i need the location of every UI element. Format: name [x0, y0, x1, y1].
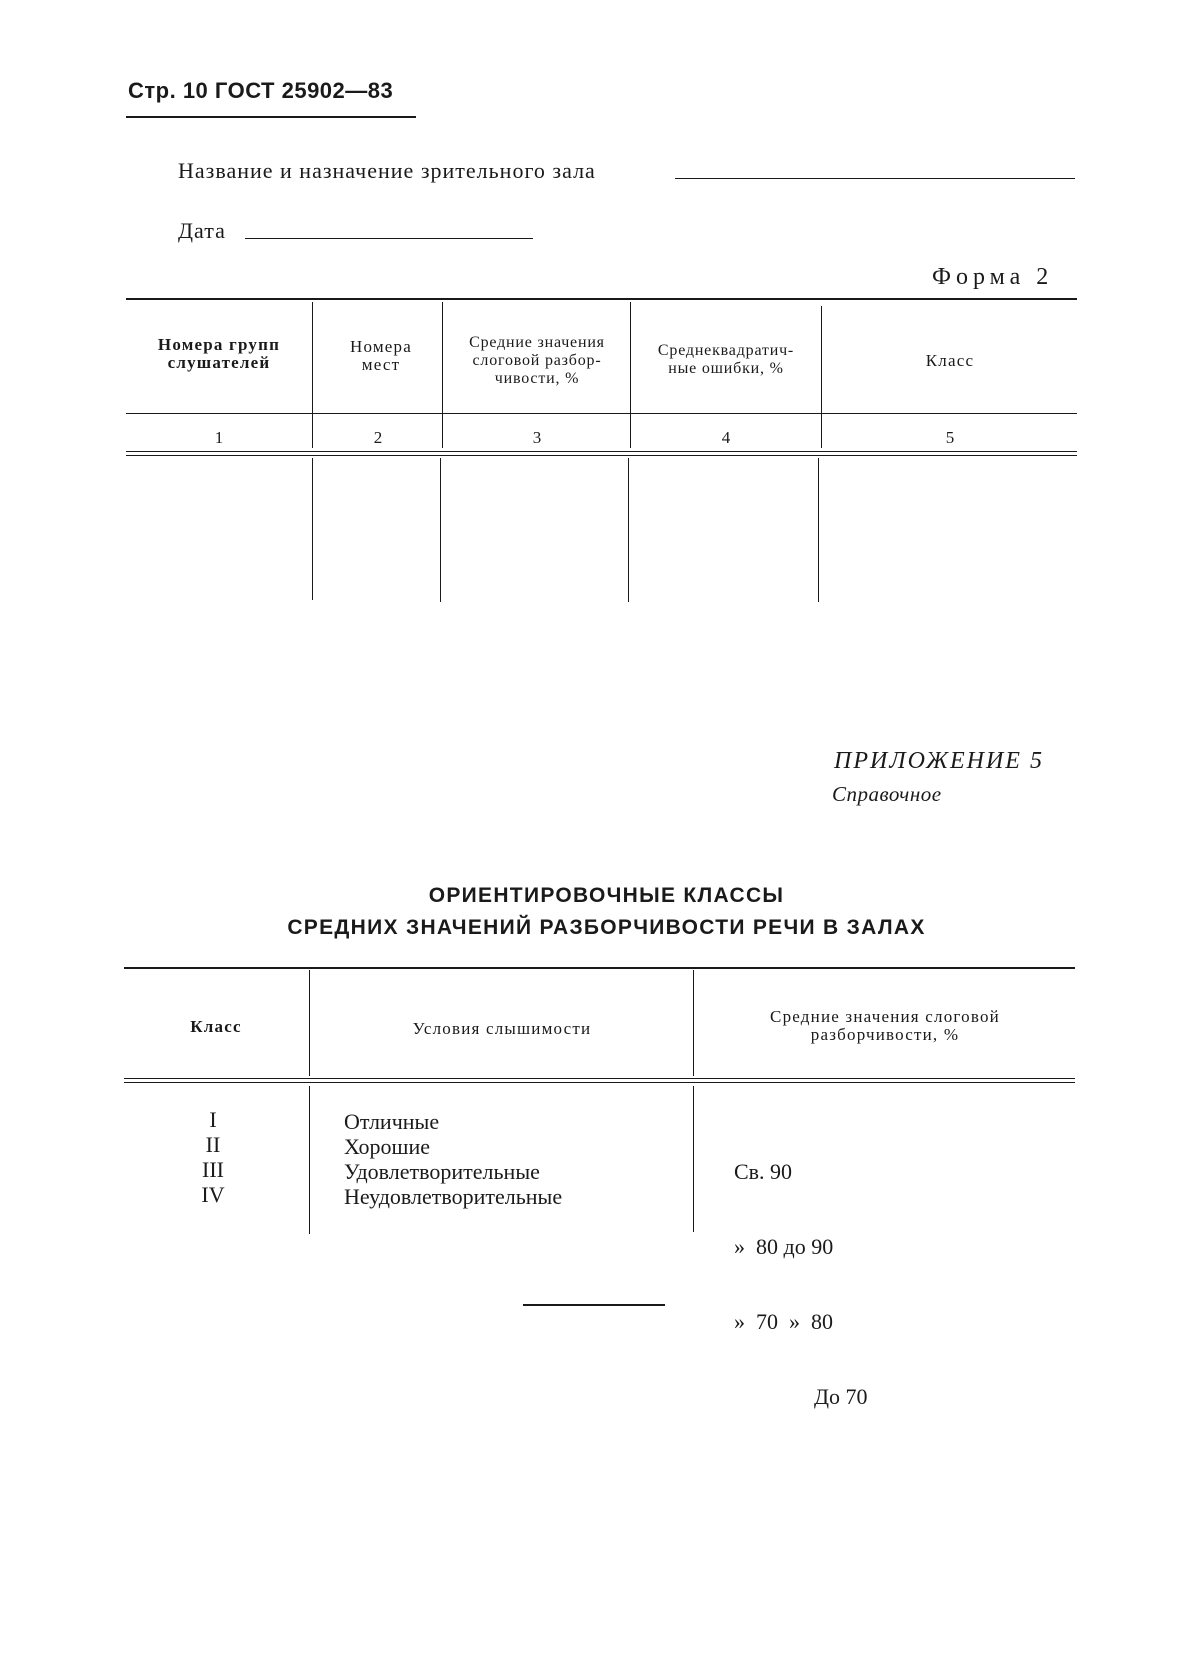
table-row-condition: Удовлетворительные [344, 1159, 540, 1184]
table-row-value: Св. 90 [734, 1159, 793, 1184]
form-2-label: Форма 2 [932, 264, 1054, 290]
col-number-4: 4 [721, 428, 731, 447]
class-table-top-rule [124, 967, 1075, 969]
table-row-value: До 70 [814, 1384, 868, 1409]
table-row-class: II [205, 1132, 221, 1157]
header-rule [126, 116, 416, 118]
class-vrule-1-bottom [309, 1086, 310, 1234]
col-number-2: 2 [373, 428, 383, 447]
class-vrule-2-bottom [693, 1086, 694, 1232]
conditions-col-header: Условия слышимости [412, 1019, 592, 1038]
table-top-rule [126, 298, 1077, 300]
col-number-1: 1 [214, 428, 224, 447]
appendix-heading-line-2: СРЕДНИХ ЗНАЧЕНИЙ РАЗБОРЧИВОСТИ РЕЧИ В ЗАЛАХ [287, 916, 926, 939]
table-row-condition: Отличные [344, 1109, 440, 1134]
vrule-3-top [630, 302, 631, 448]
vrule-1-top [312, 302, 313, 448]
table-row-value: » 80 до 90 [734, 1234, 834, 1259]
header-bottom-rule [126, 413, 1077, 414]
class-vrule-1-top [309, 970, 310, 1076]
appendix-subtitle: Справочное [832, 782, 942, 806]
vrule-4-bottom [818, 458, 819, 602]
appendix-title: ПРИЛОЖЕНИЕ 5 [834, 748, 1044, 774]
hall-name-label: Название и назначение зрительного зала [178, 158, 596, 183]
double-rule-bottom [126, 455, 1077, 456]
table-row-condition: Неудовлетворительные [344, 1184, 563, 1209]
col-number-3: 3 [532, 428, 542, 447]
class-table-rule-a [124, 1078, 1075, 1079]
double-rule-top [126, 451, 1077, 452]
values-col-header: Средние значения слоговой разборчивости, % [770, 1007, 1000, 1044]
col-header-seats: Номера мест [349, 337, 412, 374]
hall-name-line [675, 178, 1075, 179]
conditions-column [344, 1109, 562, 1209]
table-row-condition: Хорошие [344, 1134, 430, 1159]
table-row-value: » 70 » 80 [734, 1309, 833, 1334]
class-vrule-2-top [693, 970, 694, 1076]
end-of-page-rule [523, 1304, 665, 1306]
class-column [160, 1107, 266, 1207]
values-column [734, 1109, 868, 1459]
vrule-3-bottom [628, 458, 629, 602]
vrule-1-bottom [312, 458, 313, 600]
vrule-2-top [442, 302, 443, 448]
appendix-heading-line-1: ОРИЕНТИРОВОЧНЫЕ КЛАССЫ [428, 884, 785, 907]
table-row-class: I [209, 1107, 217, 1132]
class-col-header: Класс [190, 1017, 242, 1036]
page-header: Стр. 10 ГОСТ 25902—83 [128, 78, 394, 103]
vrule-2-bottom [440, 458, 441, 602]
table-row-class: IV [201, 1182, 225, 1207]
date-line [245, 238, 533, 239]
vrule-4-top [821, 306, 822, 448]
col-header-class: Класс [925, 351, 975, 370]
col-header-mean-values: Средние значения слоговой разбор- чивости, % [469, 334, 605, 387]
class-table-rule-b [124, 1082, 1075, 1083]
col-header-groups: Номера групп слушателей [157, 335, 281, 372]
col-number-5: 5 [945, 428, 955, 447]
date-label: Дата [178, 218, 226, 243]
table-row-class: III [202, 1157, 224, 1182]
col-header-rms-errors: Среднеквадратич- ные ошибки, % [657, 342, 795, 377]
